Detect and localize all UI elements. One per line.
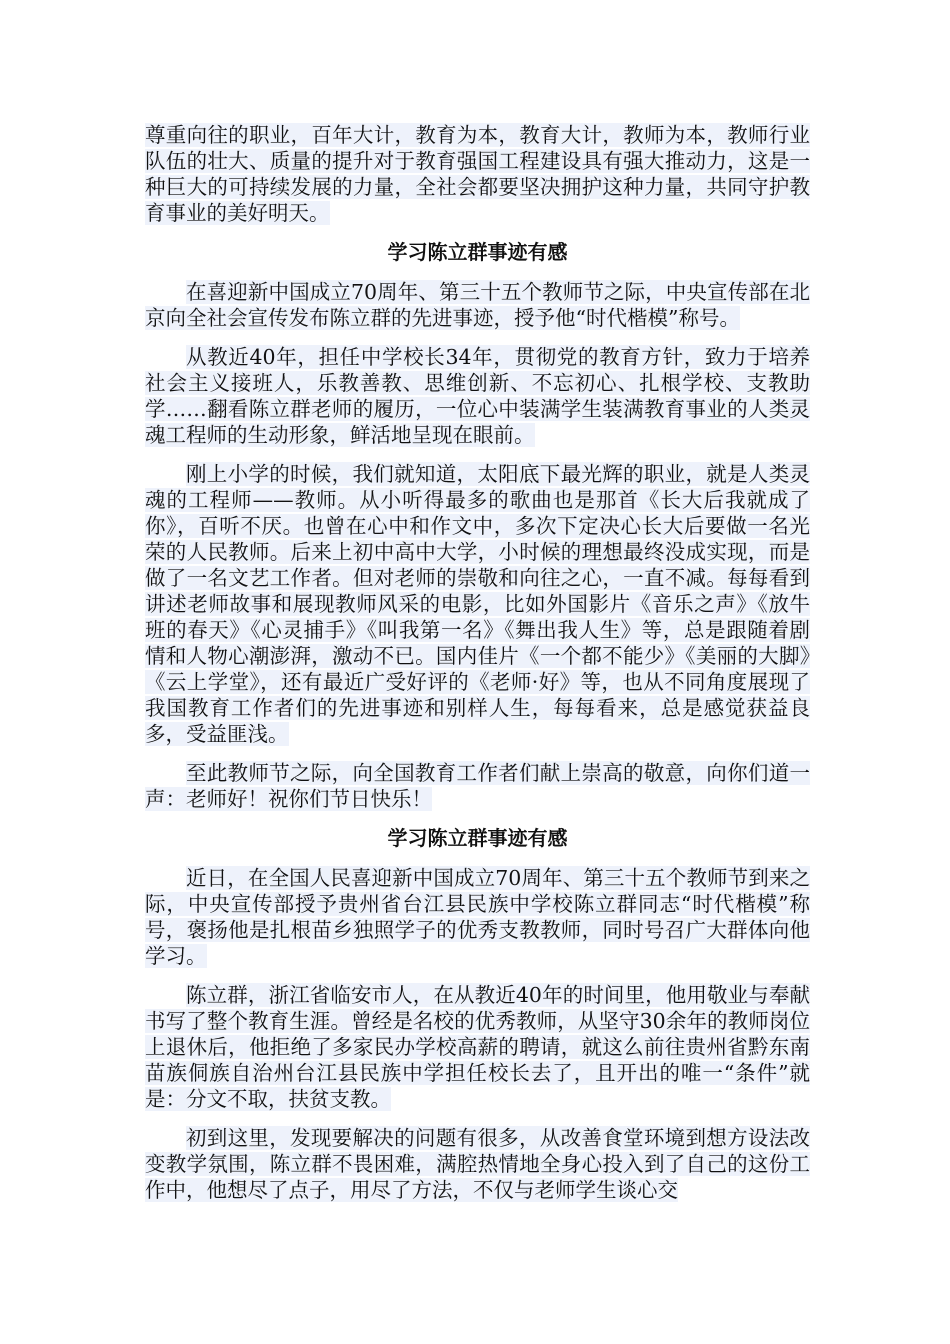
section-1-title: 学习陈立群事迹有感 bbox=[387, 240, 568, 264]
section-2-title: 学习陈立群事迹有感 bbox=[387, 826, 568, 850]
paragraph-text: 刚上小学的时候，我们就知道，太阳底下最光辉的职业，就是人类灵魂的工程师——教师。从小听得最多的歌曲也是那首《长大后我就成了你》，百听不厌。也曾在心中和作文中，多次下定决心长大后要做一名光荣的人民教师。后来上初中高中大学，小时候的理想最终没成实现，而是做了一名文艺工作者。但对老师的崇敬和向往之心，一直不减。每每看到讲述老师故事和展现教师风采的电影，比如外国影片《音乐之声》《放牛班的春天》《心灵捕手》《叫我第一名》《舞出我人生》等，总是跟随着剧情和人物心潮澎湃，激动不已。国内佳片《一个都不能少》《美丽的大脚》《云上学堂》，还有最近广受好评的《老师·好》等，也从不同角度展现了我国教育工作者们的先进事迹和别样人生，每每看来，总是感觉获益良多，受益匪浅。 bbox=[145, 462, 810, 746]
section-1-paragraph-4 bbox=[145, 760, 810, 812]
section-2-paragraph-2 bbox=[145, 982, 810, 1112]
paragraph-text: 陈立群，浙江省临安市人，在从教近40年的时间里，他用敬业与奉献书写了整个教育生涯。曾经是名校的优秀教师，从坚守30余年的教师岗位上退休后，他拒绝了多家民办学校高薪的聘请，就这么前往贵州省黔东南苗族侗族自治州台江县民族中学担任校长去了，且开出的唯一“条件”就是：分文不取，扶贫支教。 bbox=[145, 983, 810, 1111]
section-1-paragraph-2 bbox=[145, 344, 810, 448]
intro-paragraph-text: 尊重向往的职业，百年大计，教育为本，教育大计，教师为本，教师行业队伍的壮大、质量的提升对于教育强国工程建设具有强大推动力，这是一种巨大的可持续发展的力量，全社会都要坚决拥护这种力量，共同守护教育事业的美好明天。 bbox=[145, 123, 810, 225]
section-2-paragraph-3 bbox=[145, 1125, 810, 1203]
section-1-paragraph-1 bbox=[145, 279, 810, 331]
paragraph-text: 至此教师节之际，向全国教育工作者们献上崇高的敬意，向你们道一声：老师好！祝你们节日快乐！ bbox=[145, 761, 810, 811]
document-page bbox=[145, 122, 810, 1216]
paragraph-text: 在喜迎新中国成立70周年、第三十五个教师节之际，中央宣传部在北京向全社会宣传发布陈立群的先进事迹，授予他“时代楷模”称号。 bbox=[145, 280, 810, 330]
paragraph-text: 初到这里，发现要解决的问题有很多，从改善食堂环境到想方设法改变教学氛围，陈立群不畏困难，满腔热情地全身心投入到了自己的这份工作中，他想尽了点子，用尽了方法，不仅与老师学生谈心交 bbox=[145, 1126, 810, 1202]
section-2-paragraph-1 bbox=[145, 865, 810, 969]
intro-paragraph bbox=[145, 122, 810, 226]
paragraph-text: 近日，在全国人民喜迎新中国成立70周年、第三十五个教师节到来之际，中央宣传部授予贵州省台江县民族中学校陈立群同志“时代楷模”称号，褒扬他是扎根苗乡独照学子的优秀支教教师，同时号召广大群体向他学习。 bbox=[145, 866, 810, 968]
section-1-paragraph-3 bbox=[145, 461, 810, 747]
paragraph-text: 从教近40年，担任中学校长34年，贯彻党的教育方针，致力于培养社会主义接班人，乐教善教、思维创新、不忘初心、扎根学校、支教助学……翻看陈立群老师的履历，一位心中装满学生装满教育事业的人类灵魂工程师的生动形象，鲜活地呈现在眼前。 bbox=[145, 345, 810, 447]
